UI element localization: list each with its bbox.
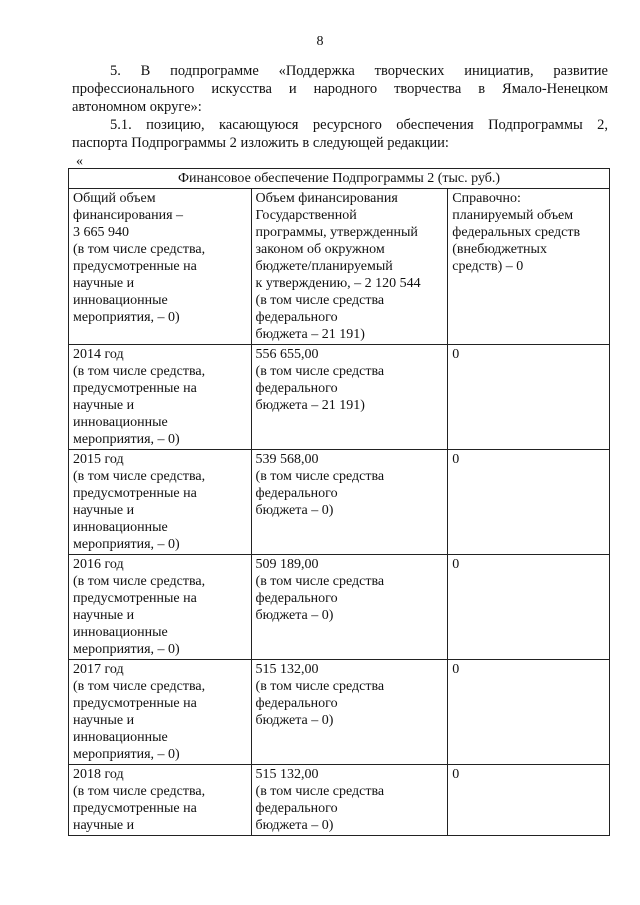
- cell-text-line: (в том числе средства,: [73, 679, 206, 694]
- cell-text-line: научные и: [73, 398, 135, 413]
- cell-text-line: 0: [452, 557, 460, 572]
- paragraph-line: профессионального искусства и народного творчества в Ямало-Ненецком: [72, 81, 608, 97]
- cell-text-line: федерального: [255, 310, 338, 325]
- paragraph-5: [72, 62, 608, 116]
- budget-column-cell: [251, 345, 448, 450]
- table-year-row: [69, 555, 610, 660]
- cell-text-line: мероприятия, – 0): [73, 537, 180, 552]
- budget-column-cell: [251, 555, 448, 660]
- cell-text-line: мероприятия, – 0): [73, 747, 180, 762]
- paragraph-5-1: [72, 116, 608, 152]
- cell-text-line: финансирования –: [73, 208, 184, 223]
- cell-text-line: (в том числе средства,: [73, 364, 206, 379]
- cell-text-line: научные и: [73, 608, 135, 623]
- table-header: Финансовое обеспечение Подпрограммы 2 (тыс. руб.): [69, 169, 610, 189]
- total-column-cell: [69, 189, 252, 345]
- reference-column-cell: [448, 345, 610, 450]
- financing-table: [68, 168, 610, 836]
- cell-text-line: 2016 год: [73, 557, 124, 572]
- cell-text-line: Государственной: [255, 208, 357, 223]
- cell-text-line: 2018 год: [73, 767, 124, 782]
- cell-text-line: инновационные: [73, 415, 168, 430]
- opening-quote: «: [76, 154, 83, 169]
- cell-text-line: бюджета – 0): [255, 818, 334, 833]
- paragraph-line: автономном округе»:: [72, 99, 202, 115]
- budget-column-cell: [251, 450, 448, 555]
- cell-text-line: предусмотренные на: [73, 696, 197, 711]
- table-summary-row: [69, 189, 610, 345]
- cell-text-line: федеральных средств: [452, 225, 581, 240]
- cell-text-line: (в том числе средства: [255, 469, 385, 484]
- paragraph-line: 5. В подпрограмме «Поддержка творческих инициатив, развитие: [110, 63, 608, 79]
- reference-column-cell: [448, 765, 610, 836]
- cell-text-line: (в том числе средства: [255, 364, 385, 379]
- total-column-cell: [69, 345, 252, 450]
- cell-text-line: бюджета – 21 191): [255, 398, 365, 413]
- cell-text-line: (внебюджетных: [452, 242, 547, 257]
- cell-text-line: федерального: [255, 381, 338, 396]
- cell-text-line: 3 665 940: [73, 225, 129, 240]
- cell-text-line: бюджета – 0): [255, 608, 334, 623]
- cell-text-line: 509 189,00: [255, 557, 319, 572]
- cell-text-line: бюджета – 0): [255, 713, 334, 728]
- cell-text-line: (в том числе средства: [255, 784, 385, 799]
- cell-text-line: федерального: [255, 696, 338, 711]
- paragraph-line: паспорта Подпрограммы 2 изложить в следующей редакции:: [72, 135, 449, 151]
- cell-text-line: федерального: [255, 591, 338, 606]
- cell-text-line: 2015 год: [73, 452, 124, 467]
- cell-text-line: федерального: [255, 801, 338, 816]
- cell-text-line: инновационные: [73, 293, 168, 308]
- cell-text-line: предусмотренные на: [73, 259, 197, 274]
- cell-text-line: мероприятия, – 0): [73, 642, 180, 657]
- cell-text-line: бюджета – 0): [255, 503, 334, 518]
- reference-column-cell: [448, 450, 610, 555]
- cell-text-line: бюджета – 21 191): [255, 327, 365, 342]
- reference-column-cell: [448, 555, 610, 660]
- cell-text-line: (в том числе средства,: [73, 574, 206, 589]
- cell-text-line: инновационные: [73, 730, 168, 745]
- reference-column-cell: [448, 189, 610, 345]
- total-column-cell: [69, 765, 252, 836]
- cell-text-line: (в том числе средства: [255, 679, 385, 694]
- cell-text-line: Справочно:: [452, 191, 521, 206]
- cell-text-line: мероприятия, – 0): [73, 310, 180, 325]
- total-column-cell: [69, 660, 252, 765]
- cell-text-line: (в том числе средства,: [73, 469, 206, 484]
- table-year-row: [69, 450, 610, 555]
- cell-text-line: (в том числе средства,: [73, 242, 206, 257]
- cell-text-line: (в том числе средства: [255, 574, 385, 589]
- cell-text-line: (в том числе средства,: [73, 784, 206, 799]
- reference-column-cell: [448, 660, 610, 765]
- cell-text-line: (в том числе средства: [255, 293, 385, 308]
- cell-text-line: 2014 год: [73, 347, 124, 362]
- cell-text-line: научные и: [73, 713, 135, 728]
- cell-text-line: 556 655,00: [255, 347, 319, 362]
- table-year-row: [69, 345, 610, 450]
- budget-column-cell: [251, 660, 448, 765]
- cell-text-line: инновационные: [73, 520, 168, 535]
- cell-text-line: Объем финансирования: [255, 191, 398, 206]
- paragraph-line: 5.1. позицию, касающуюся ресурсного обеспечения Подпрограммы 2,: [110, 117, 608, 133]
- cell-text-line: законом об окружном: [255, 242, 385, 257]
- cell-text-line: предусмотренные на: [73, 486, 197, 501]
- cell-text-line: инновационные: [73, 625, 168, 640]
- cell-text-line: бюджете/планируемый: [255, 259, 393, 274]
- page-number: 8: [316, 34, 324, 49]
- cell-text-line: программы, утвержденный: [255, 225, 418, 240]
- cell-text-line: научные и: [73, 276, 135, 291]
- total-column-cell: [69, 555, 252, 660]
- cell-text-line: мероприятия, – 0): [73, 432, 180, 447]
- cell-text-line: федерального: [255, 486, 338, 501]
- cell-text-line: планируемый объем: [452, 208, 574, 223]
- budget-column-cell: [251, 765, 448, 836]
- cell-text-line: предусмотренные на: [73, 381, 197, 396]
- cell-text-line: к утверждению, – 2 120 544: [255, 276, 421, 291]
- cell-text-line: предусмотренные на: [73, 591, 197, 606]
- cell-text-line: Общий объем: [73, 191, 156, 206]
- cell-text-line: 0: [452, 662, 460, 677]
- table-header-row: [69, 169, 610, 189]
- total-column-cell: [69, 450, 252, 555]
- cell-text-line: 0: [452, 767, 460, 782]
- table-year-row: [69, 660, 610, 765]
- cell-text-line: 2017 год: [73, 662, 124, 677]
- cell-text-line: 539 568,00: [255, 452, 319, 467]
- cell-text-line: 515 132,00: [255, 767, 319, 782]
- cell-text-line: средств) – 0: [452, 259, 524, 274]
- cell-text-line: 0: [452, 452, 460, 467]
- cell-text-line: предусмотренные на: [73, 801, 197, 816]
- cell-text-line: 0: [452, 347, 460, 362]
- cell-text-line: научные и: [73, 503, 135, 518]
- budget-column-cell: [251, 189, 448, 345]
- cell-text-line: 515 132,00: [255, 662, 319, 677]
- cell-text-line: научные и: [73, 818, 135, 833]
- table-year-row: [69, 765, 610, 836]
